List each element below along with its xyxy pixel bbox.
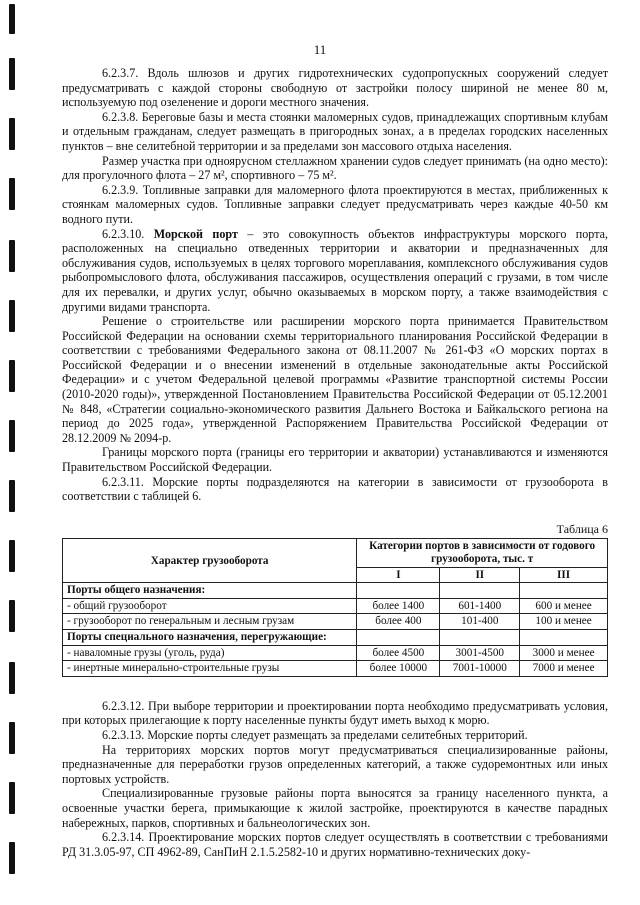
port-definition-paragraph bbox=[62, 227, 608, 315]
paragraph: 6.2.3.14. Проектирование морских портов следует осуществлять в соответствии с требованиями РД 31.3.05-97, СП 4962-89, СанПиН 2.1.5.2582-10 и других нормативно-технических доку- bbox=[62, 830, 608, 859]
group-title: Порты общего назначения: bbox=[63, 583, 357, 599]
table-caption: Таблица 6 bbox=[556, 521, 608, 536]
paragraph: Решение о строительстве или расширении морского порта принимается Правительством Российской Федерации на основании схемы территориального планирования Российской Федерации в соответствии с требованиями Федерального закона от 08.11.2007 № 261-ФЗ «О морских портах в Российской Федерации и о внесении изменений в отдельные законодательные акты Российской Федерации» и с учетом Федеральной целевой программы «Развитие транспортной системы России (2010-2020 годы)», утвержденной Постановлением Правительства Российской Федерации от 05.12.2001 № 848, «Стратегии социально-экономического развития Дальнего Востока и Байкальского региона на период до 2025 года», утвержденной Распоряжением Правительства Российской Федерации от 28.12.2009 № 2094-р. bbox=[62, 314, 608, 445]
paragraph: 6.2.3.9. Топливные заправки для маломерного флота проектируются в местах, приближенных к стоянкам маломерных судов. Топливные заправки следует предусматривать через каждые 40-50 км водного пути. bbox=[62, 182, 608, 226]
binder-mark bbox=[9, 300, 15, 332]
table-group-row bbox=[63, 583, 608, 599]
port-category-table bbox=[62, 538, 608, 676]
cell-cat-3: 3000 и менее bbox=[520, 645, 608, 661]
defined-term: Морской порт bbox=[153, 226, 238, 241]
binder-mark bbox=[9, 540, 15, 572]
group-title: Порты специального назначения, перегружающие: bbox=[63, 629, 357, 645]
binder-mark bbox=[9, 178, 15, 210]
paragraph: 6.2.3.7. Вдоль шлюзов и других гидротехнических судопропускных сооружений следует предусматривать с каждой стороны свободную от застройки полосу шириной не менее 80 м, используемую под озеленение и дороги местного значения. bbox=[62, 66, 608, 110]
cell-cat-1: более 1400 bbox=[357, 598, 440, 614]
binder-mark bbox=[9, 360, 15, 392]
binder-mark bbox=[9, 4, 15, 34]
page-number: 11 bbox=[313, 42, 327, 57]
cell-cat-2: 3001-4500 bbox=[440, 645, 520, 661]
cell-cat-3: 600 и менее bbox=[520, 598, 608, 614]
paragraph: 6.2.3.13. Морские порты следует размещать за пределами селитебных территорий. bbox=[102, 727, 528, 742]
binder-mark bbox=[9, 782, 15, 814]
column-header-categories: Категории портов в зависимости от годового грузооборота, тыс. т bbox=[357, 539, 608, 567]
binder-mark bbox=[9, 842, 15, 874]
paragraph: 6.2.3.11. Морские порты подразделяются на категории в зависимости от грузооборота в соответствии с таблицей 6. bbox=[62, 474, 608, 504]
cell-cat-2: 101-400 bbox=[440, 614, 520, 630]
column-header-cat-1: I bbox=[357, 567, 440, 583]
paragraph: 6.2.3.12. При выборе территории и проектировании порта необходимо предусматривать условия, при которых прилегающие к порту населенные пункты будут иметь выход к морю. bbox=[62, 698, 608, 728]
row-label: - грузооборот по генеральным и лесным грузам bbox=[63, 614, 357, 630]
cell-cat-3: 100 и менее bbox=[520, 614, 608, 630]
binder-mark bbox=[9, 118, 15, 150]
paragraph: На территориях морских портов могут предусматриваться специализированные районы, предназначенные для переработки грузов определенных категорий, а также судоремонтных или иных портовых устройств. bbox=[62, 742, 608, 786]
cell-cat-2: 7001-10000 bbox=[440, 661, 520, 677]
column-header-cat-3: III bbox=[520, 567, 608, 583]
binder-mark bbox=[9, 722, 15, 754]
table-group-row bbox=[63, 629, 608, 645]
paragraph: Специализированные грузовые районы порта выносятся за границу населенного пункта, а освоенные участки берега, примыкающие к жилой застройке, проектируются в качестве парадных набережных, парков, спортивных и бальнеологических зон. bbox=[62, 786, 608, 830]
table-row bbox=[63, 614, 608, 630]
document-body bbox=[62, 66, 608, 859]
binder-mark bbox=[9, 480, 15, 512]
binder-mark bbox=[9, 662, 15, 694]
binder-mark bbox=[9, 600, 15, 632]
table-header-row bbox=[63, 539, 608, 567]
cell-cat-1: более 400 bbox=[357, 614, 440, 630]
row-label: - общий грузооборот bbox=[63, 598, 357, 614]
cell-cat-1: более 4500 bbox=[357, 645, 440, 661]
cell-cat-1: более 10000 bbox=[357, 661, 440, 677]
table-row bbox=[63, 645, 608, 661]
column-header-cargo-type: Характер грузооборота bbox=[63, 539, 357, 583]
paragraph: Размер участка при одноярусном стеллажном хранении судов следует принимать (на одно место): для прогулочного флота – 27 м², спортивного – 75 м². bbox=[62, 153, 608, 183]
table-row bbox=[63, 661, 608, 677]
paragraph: Границы морского порта (границы его территории и акватории) устанавливаются и изменяются Правительством Российской Федерации. bbox=[62, 445, 608, 475]
cell-cat-2: 601-1400 bbox=[440, 598, 520, 614]
binder-mark bbox=[9, 420, 15, 452]
binder-mark bbox=[9, 58, 15, 90]
binder-mark bbox=[9, 240, 15, 272]
row-label: - инертные минерально-строительные грузы bbox=[63, 661, 357, 677]
cell-cat-3: 7000 и менее bbox=[520, 661, 608, 677]
column-header-cat-2: II bbox=[440, 567, 520, 583]
definition-text: – это совокупность объектов инфраструктуры морского порта, расположенных на специально отведенных территории и акватории и предназначенных для обслуживания судов, используемых в целях торгового мореплавания, комплексного обслуживания судов рыбопромыслового флота, обслуживания пассажиров, осуществления операций с грузами, в том числе для их перевалки, и других услуг, обычно оказываемых в морском порту, а также взаимодействия с другими видами транспорта. bbox=[62, 226, 609, 314]
paragraph: 6.2.3.8. Береговые базы и места стоянки маломерных судов, принадлежащих спортивным клубам и отдельным гражданам, следует размещать в пригородных зонах, а в пределах городских населенных пунктов – вне селитебной территории и за пределами зон массового отдыха населения. bbox=[62, 109, 608, 153]
row-label: - наваломные грузы (уголь, руда) bbox=[63, 645, 357, 661]
clause-number: 6.2.3.10. bbox=[102, 226, 145, 241]
table-row bbox=[63, 598, 608, 614]
